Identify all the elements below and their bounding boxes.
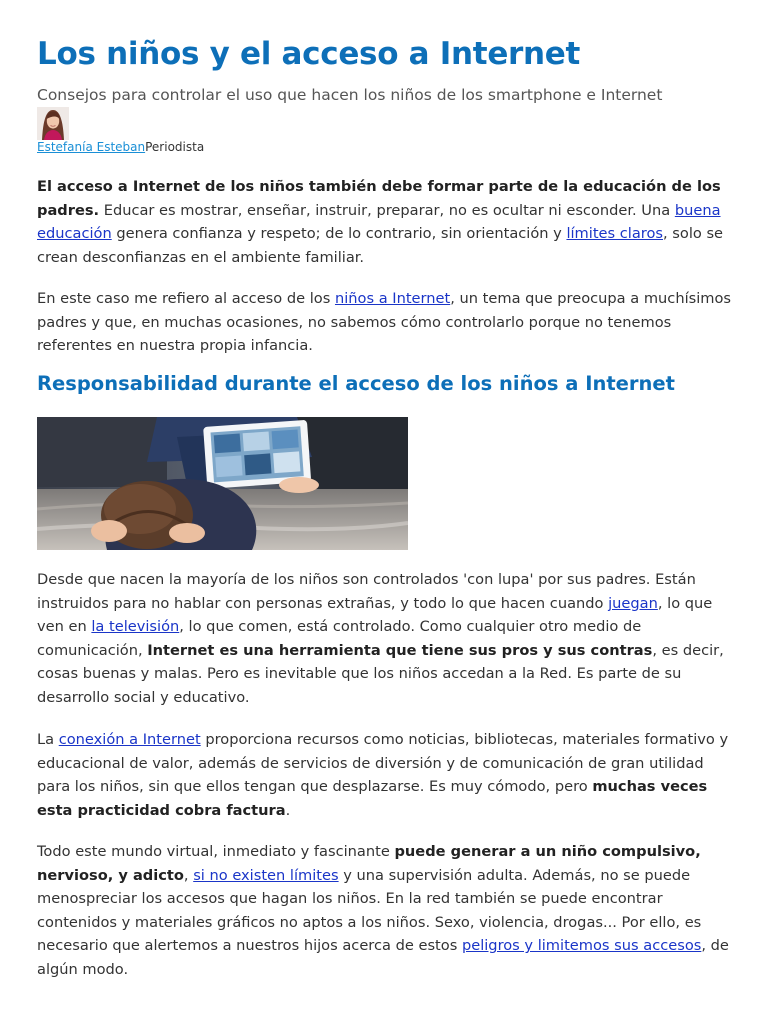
author-name-link[interactable]: Estefanía Esteban bbox=[37, 140, 146, 154]
text-span: , un tema que preocupa a muchísimos padres y que, en muchas ocasiones, no sabemos cómo controlarlo porque no tenemos referentes en nuestra propia infancia. bbox=[37, 290, 732, 355]
paragraph-3 bbox=[37, 568, 737, 710]
text-span: En este caso me refiero al acceso de los bbox=[37, 290, 335, 307]
text-span: proporciona recursos como noticias, bibliotecas, materiales formativo y educacional de valor, además de servicios de diversión y de comunicación de gran utilidad para los niños, sin que ellos tengan que desplazarse. Es muy cómodo, pero bbox=[37, 731, 729, 796]
text-span: , bbox=[183, 866, 194, 884]
text-span: genera confianza y respeto; de lo contrario, sin orientación y bbox=[111, 225, 567, 243]
text-span: , de algún modo. bbox=[37, 937, 729, 978]
link-limites-claros[interactable]: límites claros bbox=[566, 225, 664, 243]
text-span: La bbox=[37, 731, 59, 748]
link-television[interactable]: la televisión bbox=[91, 618, 180, 636]
text-span: Educar es mostrar, enseñar, instruir, preparar, no es ocultar ni esconder. Una bbox=[99, 201, 675, 219]
bold-span: Internet es una herramienta que tiene sus pros y sus contras bbox=[147, 641, 653, 659]
author-avatar[interactable] bbox=[37, 107, 69, 140]
link-conexion-internet[interactable]: conexión a Internet bbox=[58, 731, 201, 748]
article-subtitle: Consejos para controlar el uso que hacen los niños de los smartphone e Internet bbox=[37, 86, 663, 104]
text-span: . bbox=[285, 801, 291, 819]
bold-span: muchas veces esta practicidad cobra factura bbox=[37, 778, 708, 819]
link-buena-educacion[interactable]: buena educación bbox=[37, 201, 721, 243]
article-photo bbox=[37, 417, 408, 550]
text-span: , lo que comen, está controlado. Como cualquier otro medio de comunicación, bbox=[37, 618, 642, 659]
text-span: y una supervisión adulta. Además, no se puede menospreciar los accesos que hagan los niños. En la red también se puede encontrar contenidos y materiales gráficos no aptos a los niños. Sexo, violencia, drogas... Por ello, es necesario que alertemos a nuestros hijos acerca de estos bbox=[37, 866, 702, 955]
section-heading: Responsabilidad durante el acceso de los niños a Internet bbox=[37, 372, 675, 395]
text-span: Todo este mundo virtual, inmediato y fascinante bbox=[37, 843, 395, 860]
link-ninos-internet[interactable]: niños a Internet bbox=[334, 290, 451, 307]
link-si-no-existen-limites[interactable]: si no existen límites bbox=[193, 866, 339, 884]
text-span: , lo que ven en bbox=[37, 594, 713, 636]
bold-span: puede generar a un niño compulsivo, nervioso, y adicto bbox=[37, 843, 701, 884]
paragraph-4 bbox=[37, 728, 737, 822]
link-peligros-accesos[interactable]: peligros y limitemos sus accesos bbox=[461, 937, 702, 955]
text-span: Desde que nacen la mayoría de los niños son controlados 'con lupa' por sus padres. Están instruidos para no hablar con personas extrañas, y todo lo que hacen cuando bbox=[37, 571, 696, 612]
intro-bold: El acceso a Internet de los niños también debe formar parte de la educación de los padres. bbox=[37, 178, 721, 219]
text-span: , solo se crean desconfianzas en el ambiente familiar. bbox=[37, 225, 724, 266]
author-role: Periodista bbox=[145, 140, 205, 154]
link-juegan[interactable]: juegan bbox=[608, 594, 658, 612]
paragraph-2 bbox=[37, 287, 737, 358]
paragraph-intro bbox=[37, 175, 737, 269]
article-title: Los niños y el acceso a Internet bbox=[37, 36, 581, 72]
text-span: , es decir, cosas buenas y malas. Pero es inevitable que los niños accedan a la Red. Es parte de su desarrollo social y educativo. bbox=[37, 641, 724, 706]
paragraph-5 bbox=[37, 840, 737, 982]
author-line bbox=[37, 140, 204, 154]
